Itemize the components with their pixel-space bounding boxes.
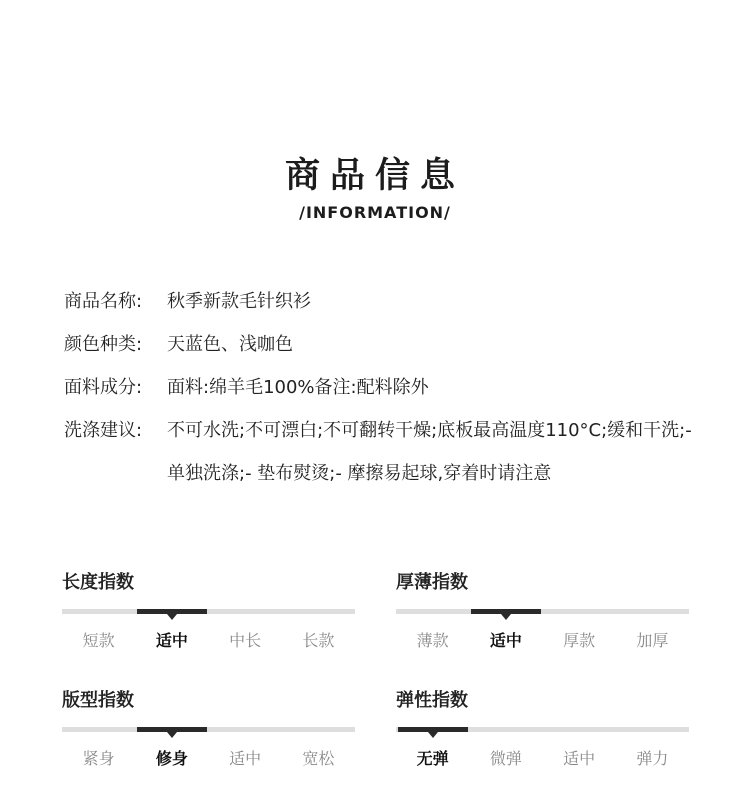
index-option: 微弹 <box>489 749 522 768</box>
page-subtitle: /INFORMATION/ <box>299 203 451 222</box>
page-title: 商品信息 <box>284 156 465 196</box>
index-option: 厚款 <box>563 631 596 650</box>
index-option: 适中 <box>229 749 262 768</box>
info-row-care <box>64 409 704 495</box>
index-marker <box>137 609 207 614</box>
length-index <box>62 568 355 650</box>
index-option: 中长 <box>229 631 262 650</box>
index-marker <box>137 727 207 732</box>
index-bar <box>396 727 689 732</box>
index-title: 弹性指数 <box>396 690 468 711</box>
index-option: 紧身 <box>82 749 115 768</box>
info-label: 洗涤建议: <box>64 420 143 441</box>
info-label: 面料成分: <box>64 377 143 398</box>
product-info-list <box>64 280 704 495</box>
index-bar <box>396 609 689 614</box>
index-options <box>62 746 355 769</box>
index-title: 版型指数 <box>62 690 134 711</box>
index-marker <box>398 727 468 732</box>
fit-index <box>62 686 355 768</box>
info-row-name <box>64 280 704 323</box>
index-option: 修身 <box>155 749 188 768</box>
index-bar <box>62 727 355 732</box>
index-option: 薄款 <box>416 631 449 650</box>
index-options <box>396 746 689 769</box>
index-option: 无弹 <box>416 749 449 768</box>
index-title: 长度指数 <box>62 572 134 593</box>
thickness-index <box>396 568 689 650</box>
info-value: 面料:绵羊毛100%备注:配料除外 <box>167 377 429 398</box>
index-option: 适中 <box>155 631 188 650</box>
info-value: 不可水洗;不可漂白;不可翻转干燥;底板最高温度110°C;缓和干洗;- 单独洗涤;- 垫布熨烫;- 摩擦易起球,穿着时请注意 <box>167 420 692 484</box>
info-label: 商品名称: <box>64 291 143 312</box>
index-title: 厚薄指数 <box>396 572 468 593</box>
info-label: 颜色种类: <box>64 334 143 355</box>
index-marker <box>471 609 541 614</box>
index-bar <box>62 609 355 614</box>
index-option: 加厚 <box>636 631 669 650</box>
info-value: 秋季新款毛针织衫 <box>167 291 311 312</box>
index-option: 宽松 <box>302 749 335 768</box>
info-row-color <box>64 323 704 366</box>
index-options <box>62 628 355 651</box>
info-row-material <box>64 366 704 409</box>
index-option: 适中 <box>489 631 522 650</box>
elasticity-index <box>396 686 689 768</box>
index-option: 短款 <box>82 631 115 650</box>
info-value: 天蓝色、浅咖色 <box>167 334 293 355</box>
index-option: 弹力 <box>636 749 669 768</box>
index-option: 长款 <box>302 631 335 650</box>
index-options <box>396 628 689 651</box>
index-option: 适中 <box>563 749 596 768</box>
